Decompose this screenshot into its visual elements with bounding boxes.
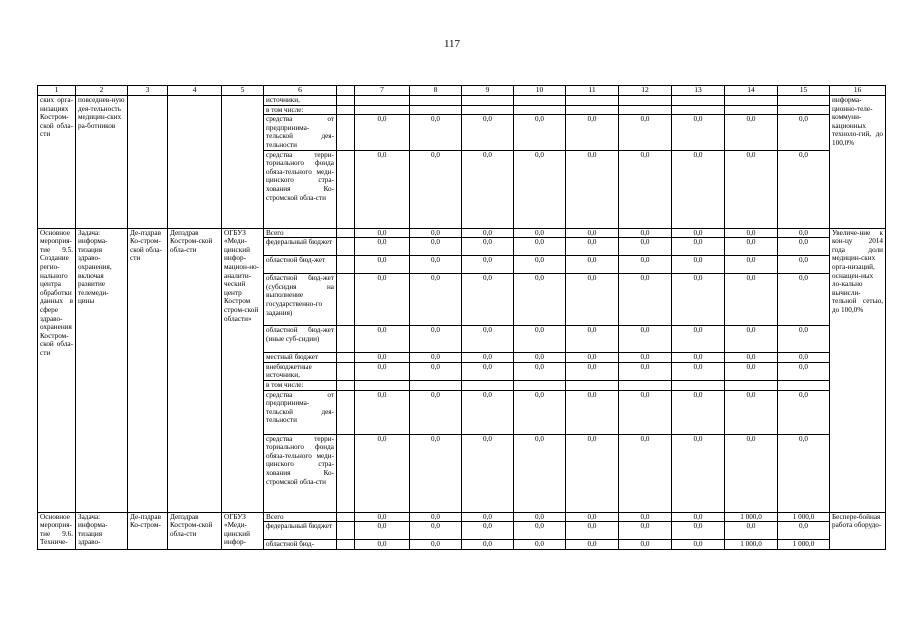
value-cell: 0,0 bbox=[462, 274, 514, 326]
value-cell: 0,0 bbox=[355, 238, 410, 256]
value-cell: 0,0 bbox=[355, 362, 410, 380]
value-cell: 0,0 bbox=[725, 274, 778, 326]
result-cell: информа-ционно-теле-коммуни-кационных техноло-гий, до 100,0% bbox=[830, 96, 886, 229]
column-header: 12 bbox=[619, 86, 672, 96]
task-cell: Задача: информа-тизация здраво-охранения, включая развитие телемеди-цины bbox=[76, 228, 128, 512]
value-cell: 0,0 bbox=[355, 540, 410, 550]
funding-source-cell: федеральный бюджет bbox=[264, 238, 337, 256]
value-cell: 0,0 bbox=[566, 228, 619, 238]
value-cell: 0,0 bbox=[778, 353, 830, 363]
task-cell: Задача: информа-тизация здраво- bbox=[76, 512, 128, 549]
column-header: 8 bbox=[410, 86, 462, 96]
column-header: 10 bbox=[514, 86, 566, 96]
value-cell: 0,0 bbox=[462, 540, 514, 550]
value-cell: 0,0 bbox=[410, 115, 462, 150]
value-cell: 0,0 bbox=[778, 326, 830, 353]
spacer-cell bbox=[337, 105, 355, 115]
value-cell bbox=[725, 380, 778, 390]
coordinator-cell: Де-пздрав Ко-стром- bbox=[128, 512, 168, 549]
value-cell: 0,0 bbox=[462, 238, 514, 256]
value-cell: 0,0 bbox=[725, 434, 778, 512]
value-cell: 0,0 bbox=[725, 326, 778, 353]
spacer-cell bbox=[337, 274, 355, 326]
value-cell: 0,0 bbox=[514, 434, 566, 512]
spacer-cell bbox=[337, 238, 355, 256]
value-cell bbox=[619, 105, 672, 115]
column-header: 16 bbox=[830, 86, 886, 96]
value-cell: 0,0 bbox=[566, 512, 619, 522]
funding-source-cell: областной бюд-жет bbox=[264, 256, 337, 274]
column-header: 3 bbox=[128, 86, 168, 96]
funding-source-cell: областной бюд-жет (иные суб-сидии) bbox=[264, 326, 337, 353]
value-cell bbox=[355, 380, 410, 390]
value-cell: 0,0 bbox=[619, 228, 672, 238]
value-cell: 0,0 bbox=[619, 362, 672, 380]
spacer-cell bbox=[337, 150, 355, 228]
value-cell bbox=[672, 380, 725, 390]
spacer-cell bbox=[337, 96, 355, 106]
value-cell: 0,0 bbox=[462, 150, 514, 228]
value-cell: 0,0 bbox=[725, 362, 778, 380]
value-cell: 0,0 bbox=[619, 256, 672, 274]
value-cell: 0,0 bbox=[778, 150, 830, 228]
value-cell: 0,0 bbox=[619, 353, 672, 363]
value-cell: 0,0 bbox=[462, 512, 514, 522]
value-cell: 0,0 bbox=[514, 362, 566, 380]
value-cell: 0,0 bbox=[672, 326, 725, 353]
value-cell: 0,0 bbox=[619, 326, 672, 353]
value-cell: 0,0 bbox=[514, 238, 566, 256]
value-cell bbox=[778, 380, 830, 390]
funding-source-cell: федеральный бюджет bbox=[264, 522, 337, 540]
funding-source-cell: в том числе: bbox=[264, 105, 337, 115]
value-cell bbox=[462, 105, 514, 115]
column-header: 14 bbox=[725, 86, 778, 96]
value-cell: 0,0 bbox=[410, 353, 462, 363]
value-cell: 0,0 bbox=[672, 362, 725, 380]
value-cell: 0,0 bbox=[619, 115, 672, 150]
measure-name-cell: ских орга-низациях Костром-ской обла-сти bbox=[38, 96, 76, 229]
value-cell bbox=[778, 105, 830, 115]
column-header: 9 bbox=[462, 86, 514, 96]
value-cell: 0,0 bbox=[619, 434, 672, 512]
value-cell bbox=[462, 96, 514, 106]
value-cell: 0,0 bbox=[410, 540, 462, 550]
value-cell: 0,0 bbox=[355, 390, 410, 434]
value-cell: 0,0 bbox=[355, 150, 410, 228]
budget-table bbox=[37, 85, 886, 550]
value-cell: 0,0 bbox=[462, 115, 514, 150]
value-cell: 0,0 bbox=[355, 256, 410, 274]
value-cell: 0,0 bbox=[619, 238, 672, 256]
value-cell: 0,0 bbox=[725, 115, 778, 150]
spacer-cell bbox=[337, 353, 355, 363]
value-cell: 0,0 bbox=[672, 150, 725, 228]
value-cell: 0,0 bbox=[514, 353, 566, 363]
coordinator-cell: Де-пздрав Ко-стром-ской обла-сти bbox=[128, 228, 168, 512]
value-cell: 0,0 bbox=[619, 274, 672, 326]
spacer-cell bbox=[337, 228, 355, 238]
value-cell: 1 000,0 bbox=[725, 540, 778, 550]
value-cell bbox=[410, 380, 462, 390]
participant-cell: ОГБУЗ «Меди-цинский инфор- bbox=[222, 512, 264, 549]
value-cell: 0,0 bbox=[410, 434, 462, 512]
value-cell: 0,0 bbox=[725, 353, 778, 363]
value-cell: 0,0 bbox=[410, 274, 462, 326]
column-header: 11 bbox=[566, 86, 619, 96]
value-cell: 0,0 bbox=[619, 390, 672, 434]
value-cell bbox=[672, 105, 725, 115]
value-cell: 0,0 bbox=[672, 434, 725, 512]
table-row bbox=[38, 96, 886, 106]
header-row bbox=[38, 86, 886, 96]
value-cell: 0,0 bbox=[355, 522, 410, 540]
value-cell: 0,0 bbox=[355, 326, 410, 353]
value-cell: 0,0 bbox=[514, 390, 566, 434]
value-cell: 0,0 bbox=[672, 390, 725, 434]
funding-source-cell: источники, bbox=[264, 96, 337, 106]
column-header: 4 bbox=[168, 86, 222, 96]
value-cell: 0,0 bbox=[514, 150, 566, 228]
value-cell: 0,0 bbox=[725, 238, 778, 256]
spacer-cell bbox=[337, 362, 355, 380]
column-header: 15 bbox=[778, 86, 830, 96]
value-cell: 0,0 bbox=[619, 522, 672, 540]
executor-cell: Депздрав Костром-ской обла-сти bbox=[168, 228, 222, 512]
value-cell: 0,0 bbox=[566, 274, 619, 326]
value-cell: 0,0 bbox=[672, 522, 725, 540]
value-cell: 0,0 bbox=[566, 353, 619, 363]
spacer-cell bbox=[337, 434, 355, 512]
value-cell bbox=[566, 105, 619, 115]
column-header: 6 bbox=[264, 86, 337, 96]
measure-name-cell: Основное мероприя-тие 9.6. Техниче- bbox=[38, 512, 76, 549]
value-cell: 0,0 bbox=[725, 228, 778, 238]
value-cell: 0,0 bbox=[672, 115, 725, 150]
value-cell: 0,0 bbox=[778, 256, 830, 274]
value-cell: 0,0 bbox=[778, 228, 830, 238]
value-cell: 0,0 bbox=[566, 326, 619, 353]
column-header: 7 bbox=[355, 86, 410, 96]
value-cell bbox=[410, 105, 462, 115]
value-cell: 0,0 bbox=[462, 434, 514, 512]
spacer-cell bbox=[337, 256, 355, 274]
value-cell: 0,0 bbox=[410, 362, 462, 380]
value-cell: 0,0 bbox=[514, 274, 566, 326]
value-cell bbox=[566, 380, 619, 390]
value-cell: 0,0 bbox=[778, 362, 830, 380]
task-cell: повседнев-ную дея-тельность медицин-ских ра-ботников bbox=[76, 96, 128, 229]
value-cell: 0,0 bbox=[410, 256, 462, 274]
value-cell: 0,0 bbox=[514, 228, 566, 238]
value-cell: 0,0 bbox=[514, 540, 566, 550]
value-cell: 0,0 bbox=[566, 238, 619, 256]
value-cell bbox=[355, 96, 410, 106]
value-cell bbox=[566, 96, 619, 106]
value-cell: 0,0 bbox=[566, 522, 619, 540]
value-cell: 0,0 bbox=[619, 150, 672, 228]
column-header: 5 bbox=[222, 86, 264, 96]
value-cell: 0,0 bbox=[566, 115, 619, 150]
result-cell: Беспере-бойная работа оборудо- bbox=[830, 512, 886, 549]
result-cell: Увеличе-ние к кон-цу 2014 года доли медицин-ских орга-низаций, оснащен-ных ло-кально вычисли-тельной сетью, до 100,0% bbox=[830, 228, 886, 512]
funding-source-cell: средства терри-ториального фонда обяза-тельного меди-цинского стра-хования Ко-стромской обла-сти bbox=[264, 150, 337, 228]
value-cell: 0,0 bbox=[778, 238, 830, 256]
funding-source-cell: внебюджетные источники, bbox=[264, 362, 337, 380]
value-cell: 0,0 bbox=[672, 512, 725, 522]
value-cell bbox=[514, 96, 566, 106]
spacer-cell bbox=[337, 390, 355, 434]
value-cell bbox=[778, 96, 830, 106]
measure-name-cell: Основное мероприя-тие 9.5. Создание регио-нального центра обработки данных в сфере здраво-охранения Костром-ской обла-сти bbox=[38, 228, 76, 512]
participant-cell bbox=[222, 96, 264, 229]
value-cell: 0,0 bbox=[462, 390, 514, 434]
funding-source-cell: Всего bbox=[264, 512, 337, 522]
value-cell: 0,0 bbox=[514, 115, 566, 150]
page-number: 117 bbox=[443, 38, 461, 50]
funding-source-cell: областной бюд- bbox=[264, 540, 337, 550]
value-cell: 0,0 bbox=[778, 390, 830, 434]
value-cell: 0,0 bbox=[410, 512, 462, 522]
value-cell: 0,0 bbox=[778, 274, 830, 326]
spacer-cell bbox=[337, 115, 355, 150]
funding-source-cell: областной бюд-жет (субсидия на выполнение государственно-го задания) bbox=[264, 274, 337, 326]
funding-source-cell: в том числе: bbox=[264, 380, 337, 390]
value-cell: 0,0 bbox=[672, 256, 725, 274]
funding-source-cell: средства терри-ториального фонда обяза-тельного меди-цинского стра-хования Ко-стромской обла-сти bbox=[264, 434, 337, 512]
value-cell: 0,0 bbox=[672, 540, 725, 550]
value-cell bbox=[619, 96, 672, 106]
value-cell: 0,0 bbox=[672, 353, 725, 363]
table-row bbox=[38, 512, 886, 522]
column-header: 13 bbox=[672, 86, 725, 96]
value-cell: 0,0 bbox=[566, 390, 619, 434]
value-cell: 0,0 bbox=[725, 390, 778, 434]
value-cell bbox=[355, 105, 410, 115]
value-cell: 0,0 bbox=[462, 256, 514, 274]
column-header: 1 bbox=[38, 86, 76, 96]
value-cell: 0,0 bbox=[725, 150, 778, 228]
value-cell: 1 000,0 bbox=[778, 512, 830, 522]
value-cell bbox=[462, 380, 514, 390]
spacer-cell bbox=[337, 380, 355, 390]
value-cell: 0,0 bbox=[566, 362, 619, 380]
funding-source-cell: местный бюджет bbox=[264, 353, 337, 363]
spacer-cell bbox=[337, 540, 355, 550]
value-cell: 0,0 bbox=[410, 228, 462, 238]
participant-cell: ОГБУЗ «Меди-цинский инфор-мацион-но-аналити-ческий центр Костром стром-ской области» bbox=[222, 228, 264, 512]
value-cell: 0,0 bbox=[355, 434, 410, 512]
value-cell: 0,0 bbox=[566, 434, 619, 512]
table-row bbox=[38, 228, 886, 238]
value-cell: 0,0 bbox=[462, 228, 514, 238]
value-cell: 0,0 bbox=[672, 274, 725, 326]
value-cell: 0,0 bbox=[566, 256, 619, 274]
value-cell: 0,0 bbox=[778, 522, 830, 540]
spacer-cell bbox=[337, 326, 355, 353]
value-cell: 0,0 bbox=[410, 522, 462, 540]
executor-cell bbox=[168, 96, 222, 229]
value-cell: 0,0 bbox=[619, 512, 672, 522]
value-cell: 1 000,0 bbox=[725, 512, 778, 522]
value-cell: 0,0 bbox=[778, 434, 830, 512]
value-cell: 0,0 bbox=[355, 353, 410, 363]
value-cell: 0,0 bbox=[462, 326, 514, 353]
value-cell: 1 000,0 bbox=[778, 540, 830, 550]
value-cell: 0,0 bbox=[725, 522, 778, 540]
value-cell: 0,0 bbox=[725, 256, 778, 274]
spacer-cell bbox=[337, 512, 355, 522]
value-cell bbox=[725, 105, 778, 115]
column-header: 2 bbox=[76, 86, 128, 96]
value-cell: 0,0 bbox=[355, 115, 410, 150]
value-cell bbox=[514, 105, 566, 115]
value-cell: 0,0 bbox=[462, 362, 514, 380]
column-header bbox=[337, 86, 355, 96]
value-cell: 0,0 bbox=[514, 512, 566, 522]
funding-source-cell: средства от предпринима-тельской дея-тельности bbox=[264, 390, 337, 434]
value-cell: 0,0 bbox=[462, 522, 514, 540]
value-cell: 0,0 bbox=[355, 228, 410, 238]
value-cell: 0,0 bbox=[410, 238, 462, 256]
value-cell: 0,0 bbox=[672, 238, 725, 256]
funding-source-cell: средства от предпринима-тельской дея-тельности bbox=[264, 115, 337, 150]
coordinator-cell bbox=[128, 96, 168, 229]
value-cell bbox=[672, 96, 725, 106]
value-cell: 0,0 bbox=[566, 150, 619, 228]
spacer-cell bbox=[337, 522, 355, 540]
value-cell: 0,0 bbox=[514, 256, 566, 274]
value-cell: 0,0 bbox=[778, 115, 830, 150]
value-cell: 0,0 bbox=[619, 540, 672, 550]
value-cell: 0,0 bbox=[672, 228, 725, 238]
value-cell: 0,0 bbox=[514, 522, 566, 540]
value-cell bbox=[410, 96, 462, 106]
value-cell: 0,0 bbox=[410, 390, 462, 434]
value-cell: 0,0 bbox=[410, 150, 462, 228]
value-cell: 0,0 bbox=[410, 326, 462, 353]
value-cell bbox=[514, 380, 566, 390]
value-cell: 0,0 bbox=[566, 540, 619, 550]
value-cell: 0,0 bbox=[355, 274, 410, 326]
value-cell bbox=[619, 380, 672, 390]
value-cell: 0,0 bbox=[355, 512, 410, 522]
funding-source-cell: Всего bbox=[264, 228, 337, 238]
executor-cell: Депздрав Костром-ской обла-сти bbox=[168, 512, 222, 549]
value-cell bbox=[725, 96, 778, 106]
value-cell: 0,0 bbox=[462, 353, 514, 363]
value-cell: 0,0 bbox=[514, 326, 566, 353]
